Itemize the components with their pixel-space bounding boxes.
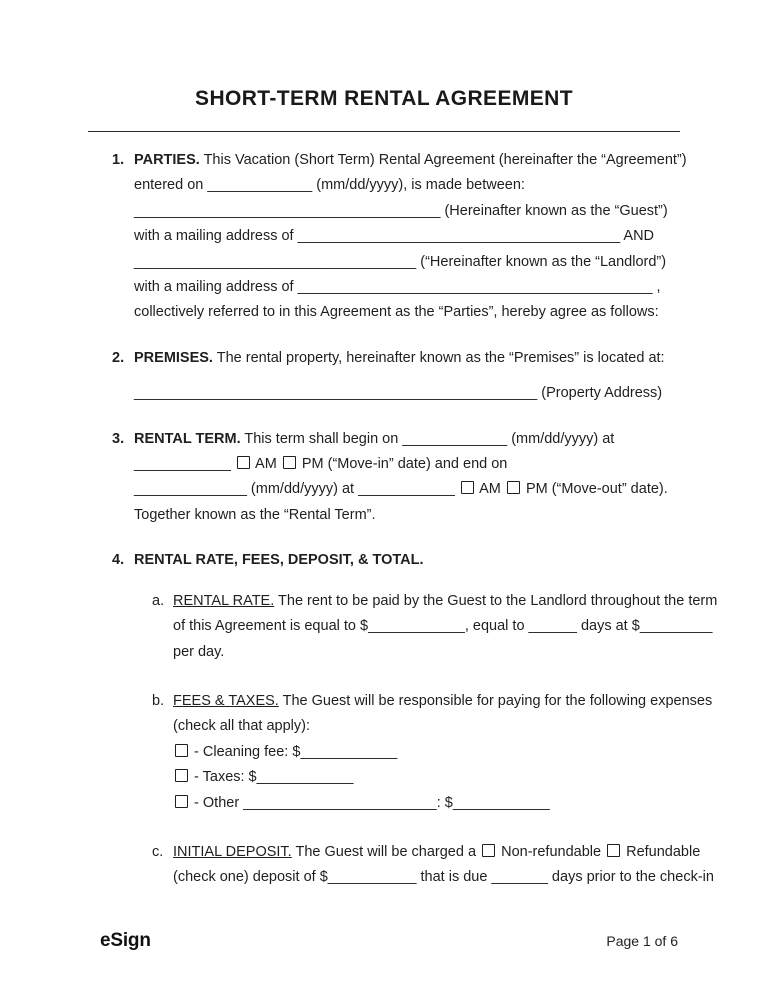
document-line	[173, 689, 713, 714]
checkbox-non-refundable[interactable]	[482, 844, 495, 857]
text-run: collectively referred to in this Agreement as the “Parties”, hereby agree as follows:	[134, 304, 659, 321]
text-run: - Other	[190, 794, 244, 811]
text-run: (mm/dd/yyyy), is made between:	[312, 177, 525, 194]
document-line	[173, 791, 680, 816]
text-run: ,	[652, 279, 661, 296]
section-label: RENTAL RATE, FEES, DEPOSIT, & TOTAL.	[134, 552, 424, 569]
document-line	[134, 148, 687, 173]
document-line	[134, 381, 680, 406]
text-run: , equal to	[464, 618, 529, 635]
document-title: SHORT-TERM RENTAL AGREEMENT	[195, 87, 573, 110]
landlord-mailing-address-blank[interactable]: ____________________________________________	[297, 279, 653, 296]
page-number: Page 1 of 6	[606, 933, 678, 949]
subsection-label: RENTAL RATE.	[173, 592, 275, 609]
guest-mailing-address-blank[interactable]: ________________________________________	[297, 228, 621, 245]
text-run: PM (“Move-in” date) and end on	[297, 456, 508, 473]
checkbox-cleaning-fee[interactable]	[175, 744, 188, 757]
text-run: - Taxes: $	[190, 769, 257, 786]
document-line	[134, 548, 680, 573]
text-run: This Vacation (Short Term) Rental Agreement (hereinafter the “Agreement”)	[199, 152, 687, 168]
section-body	[173, 689, 713, 816]
text-run: (Property Address)	[537, 385, 663, 402]
section-number: 2.	[112, 349, 125, 366]
text-run	[455, 481, 459, 497]
text-run: AND	[620, 228, 655, 245]
document-line	[173, 714, 680, 739]
text-run: Non-refundable	[497, 843, 606, 860]
sections	[112, 148, 718, 891]
days-count-blank[interactable]: ______	[528, 618, 577, 635]
section-label: RENTAL TERM.	[134, 430, 241, 447]
document-line	[134, 300, 680, 325]
text-run	[231, 456, 235, 472]
document-line	[173, 840, 701, 865]
document-line	[134, 224, 680, 249]
text-run: The Guest will be responsible for paying for the following expenses	[278, 692, 713, 709]
text-run: (check one) deposit of $	[173, 869, 328, 886]
esign-logo: eSign	[100, 930, 151, 951]
section-body	[134, 346, 680, 407]
section-rental-term	[112, 427, 680, 529]
daily-rate-blank[interactable]: _________	[639, 618, 713, 635]
section-rental-rate	[112, 589, 718, 665]
text-run: The rental property, hereinafter known as the “Premises” is located at:	[212, 349, 665, 366]
end-time-blank[interactable]: ____________	[358, 481, 455, 498]
text-run: : $	[436, 794, 453, 811]
section-label: PARTIES.	[134, 152, 200, 168]
checkbox-taxes[interactable]	[175, 769, 188, 782]
page-footer	[100, 930, 678, 952]
guest-name-blank[interactable]: ______________________________________	[134, 202, 441, 219]
section-initial-deposit	[112, 840, 714, 891]
text-run: AM	[251, 456, 281, 473]
text-run: Together known as the “Rental Term”.	[134, 506, 376, 523]
document-line	[134, 503, 680, 528]
text-run: that is due	[416, 869, 492, 886]
other-fee-amount-blank[interactable]: ____________	[452, 794, 550, 811]
document-line	[134, 250, 680, 275]
document-line	[134, 477, 680, 502]
text-run: The Guest will be charged a	[291, 843, 481, 860]
total-rent-blank[interactable]: ____________	[368, 618, 465, 635]
checkbox-move-in-am[interactable]	[237, 456, 250, 469]
text-run: - Cleaning fee: $	[190, 743, 301, 760]
end-date-blank[interactable]: ______________	[134, 481, 247, 498]
text-run: This term shall begin on	[240, 430, 403, 447]
text-run: with a mailing address of	[134, 279, 298, 296]
cleaning-fee-amount-blank[interactable]: ____________	[300, 743, 398, 760]
document-line	[134, 199, 680, 224]
section-body	[134, 427, 680, 529]
text-run: entered on	[134, 177, 208, 194]
text-run: (“Hereinafter known as the “Landlord”)	[416, 253, 667, 270]
document-line	[173, 589, 718, 614]
blank-line	[134, 371, 680, 381]
section-fees-taxes	[112, 689, 713, 816]
section-body	[134, 548, 680, 573]
text-run: The rent to be paid by the Guest to the Landlord throughout the term	[274, 592, 718, 609]
entered-on-date-blank[interactable]: _____________	[207, 177, 313, 194]
text-run: of this Agreement is equal to $	[173, 618, 369, 635]
text-run: (Hereinafter known as the “Guest”)	[440, 202, 668, 219]
text-run: Refundable	[622, 843, 701, 860]
text-run: AM	[475, 481, 505, 498]
text-run: days prior to the check-in	[547, 869, 714, 886]
section-premises	[112, 346, 680, 407]
start-time-blank[interactable]: ____________	[134, 456, 231, 473]
landlord-name-blank[interactable]: ___________________________________	[134, 253, 417, 270]
section-number: a.	[152, 592, 165, 609]
section-body	[134, 148, 687, 326]
checkbox-refundable[interactable]	[607, 844, 620, 857]
section-body	[173, 589, 718, 665]
text-run: PM (“Move-out” date).	[521, 481, 668, 498]
taxes-amount-blank[interactable]: ____________	[256, 769, 354, 786]
section-number: 4.	[112, 552, 125, 569]
section-rental-rate-fees-deposit-total	[112, 548, 680, 573]
document-line	[134, 173, 680, 198]
document-line	[134, 427, 680, 452]
document-body	[0, 132, 768, 891]
deposit-due-days-blank[interactable]: _______	[491, 869, 548, 886]
section-body	[173, 840, 714, 891]
text-run: per day.	[173, 643, 225, 660]
document-line	[173, 614, 713, 639]
document-line	[173, 740, 680, 765]
document-line	[134, 346, 680, 371]
document-line	[134, 275, 680, 300]
section-parties	[112, 148, 687, 326]
checkbox-move-out-pm[interactable]	[507, 481, 520, 494]
subsection-label: FEES & TAXES.	[173, 692, 279, 709]
section-number: c.	[152, 843, 164, 860]
section-number: 3.	[112, 430, 125, 447]
checkbox-other-fee[interactable]	[175, 795, 188, 808]
document-line	[173, 640, 680, 665]
deposit-amount-blank[interactable]: ___________	[327, 869, 417, 886]
document-line	[173, 865, 714, 890]
text-run: (check all that apply):	[173, 718, 311, 735]
section-number: 1.	[112, 152, 125, 168]
document-line	[134, 452, 680, 477]
text-run: (mm/dd/yyyy) at	[246, 481, 359, 498]
checkbox-move-in-pm[interactable]	[283, 456, 296, 469]
property-address-blank[interactable]: __________________________________________________	[134, 385, 538, 402]
text-run: (mm/dd/yyyy) at	[507, 430, 615, 447]
checkbox-move-out-am[interactable]	[461, 481, 474, 494]
other-fee-description-blank[interactable]: ________________________	[243, 794, 437, 811]
text-run: with a mailing address of	[134, 228, 298, 245]
text-run: days at $	[576, 618, 640, 635]
section-number: b.	[152, 692, 165, 709]
section-label: PREMISES.	[134, 349, 213, 366]
document-line	[173, 765, 680, 790]
start-date-blank[interactable]: _____________	[402, 430, 508, 447]
subsection-label: INITIAL DEPOSIT.	[173, 843, 292, 860]
